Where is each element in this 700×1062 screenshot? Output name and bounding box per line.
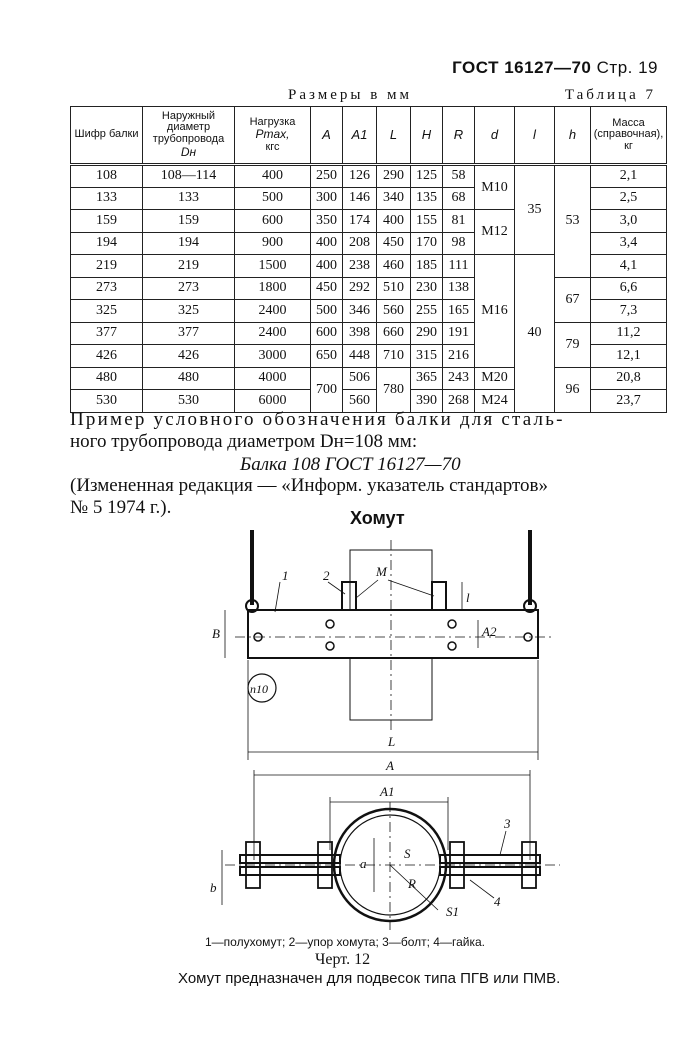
label-M: M [376, 564, 387, 579]
left-flange-top [240, 855, 340, 863]
dimensions-note: Размеры в мм [288, 87, 413, 103]
revision-line-2: № 5 1974 г.). [70, 497, 172, 518]
col-diameter: Наружный диаметр трубопровода Dн [143, 107, 235, 165]
purpose-note: Хомут предназначен для подвесок типа ПГВ или ПМВ. [178, 970, 561, 987]
label-3: 3 [504, 816, 511, 831]
label-S1: S1 [446, 904, 459, 919]
left-stop [342, 582, 356, 610]
table-row: 159 159 600 350 174 400 155 81 M12 3,0 [71, 210, 667, 233]
table-row: 480 480 4000 700 506 780 365 243 M20 96 20,8 [71, 367, 667, 390]
label-2: 2 [323, 568, 330, 583]
label-B: B [212, 626, 220, 641]
page-header [452, 58, 658, 78]
revision-line-1: (Измененная редакция — «Информ. указатель стандартов» [70, 475, 549, 496]
table-row: 133 133 500 300 146 340 135 68 2,5 [71, 187, 667, 210]
label-b: b [210, 880, 217, 895]
col-R: R [443, 107, 475, 165]
page-number: Стр. 19 [596, 58, 658, 77]
col-A: A [311, 107, 343, 165]
col-mass: Масса (справочная), кг [591, 107, 667, 165]
table-label: Таблица 7 [564, 87, 656, 103]
right-flange-top [440, 855, 540, 863]
label-L: L [388, 734, 396, 749]
label-a: a [360, 856, 367, 871]
label-1: 1 [282, 568, 289, 583]
col-h: h [555, 107, 591, 165]
table-header-row [71, 107, 667, 165]
col-A1: A1 [343, 107, 377, 165]
right-flange-bottom [440, 867, 540, 875]
label-S: S [404, 846, 411, 861]
table-row: 219 219 1500 400 238 460 185 111 M16 40 4,1 [71, 255, 667, 278]
label-R: R [408, 876, 416, 891]
label-A1: A1 [380, 784, 395, 799]
label-l: l [466, 590, 470, 605]
dimension-table [70, 106, 667, 413]
example-line-2: ного трубопровода диаметром Dн=108 мм: [70, 431, 418, 452]
example-designation: Балка 108 ГОСТ 16127—70 [240, 454, 461, 475]
label-A2: A2 [482, 624, 497, 639]
table-row: 530 530 6000 560 390 268 M24 23,7 [71, 390, 667, 413]
col-cipher: Шифр балки [71, 107, 143, 165]
table-row: 426 426 3000 650 448 710 315 216 12,1 [71, 345, 667, 368]
col-d: d [475, 107, 515, 165]
right-stop [432, 582, 446, 610]
example-line-1: Пример условного обозначения балки для сталь- [70, 409, 565, 430]
left-flange-bottom [240, 867, 340, 875]
figure-title: Хомут [350, 508, 405, 528]
table-row: 108 108—114 400 250 126 290 125 58 M10 35 53 2,1 [71, 165, 667, 188]
label-A: A [386, 758, 394, 773]
table-row: 377 377 2400 600 398 660 290 191 79 11,2 [71, 322, 667, 345]
table-row: 194 194 900 400 208 450 170 98 3,4 [71, 232, 667, 255]
figure-legend: 1—полухомут; 2—упор хомута; 3—болт; 4—гайка. [205, 935, 485, 949]
col-load: Нагрузка Pmax, кгс [235, 107, 311, 165]
clamp-drawing [0, 520, 700, 940]
col-H: H [411, 107, 443, 165]
figure-caption: Черт. 12 [315, 951, 371, 968]
table-row: 273 273 1800 450 292 510 230 138 67 6,6 [71, 277, 667, 300]
table-row: 325 325 2400 500 346 560 255 165 7,3 [71, 300, 667, 323]
standard-code: ГОСТ 16127—70 [452, 58, 592, 77]
label-4: 4 [494, 894, 501, 909]
col-l: l [515, 107, 555, 165]
label-p10: п10 [250, 682, 268, 696]
col-L: L [377, 107, 411, 165]
